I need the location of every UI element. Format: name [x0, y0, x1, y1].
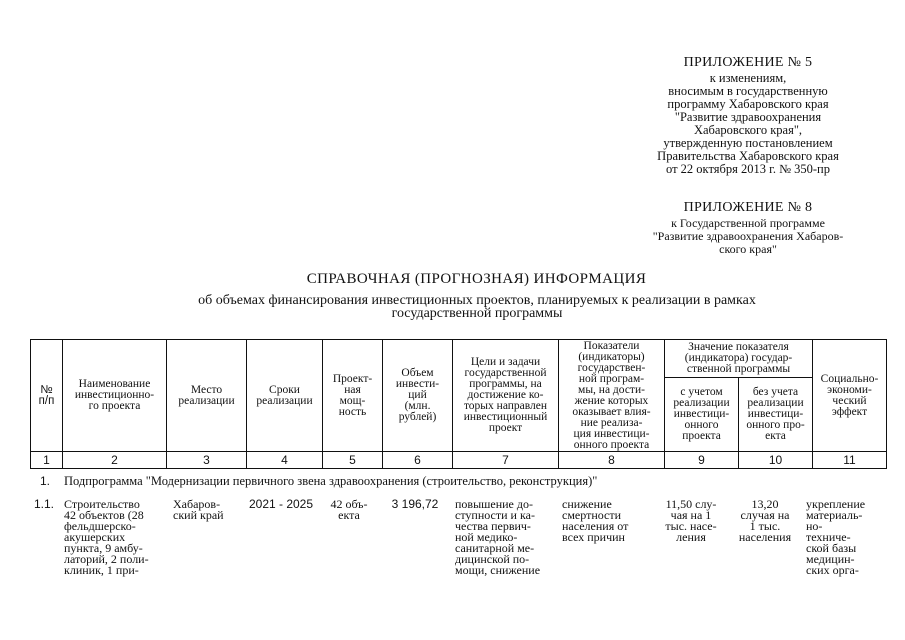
cell-line: пункта, 9 амбу- [64, 541, 143, 555]
column-number: 8 [559, 452, 665, 469]
column-number-row [31, 452, 887, 469]
cell-line: ной медико- [455, 530, 518, 544]
header-text: рублей) [398, 411, 437, 423]
cell-line: ских орга- [806, 563, 859, 577]
header-text: без учета [752, 386, 799, 398]
cell-line: ступности и ка- [455, 508, 535, 522]
cell-line: случая на [740, 508, 790, 522]
header-text: го проекта [88, 400, 141, 412]
appendix-5-line: Хабаровского края", [693, 123, 803, 137]
appendix-8-line: к Государственной программе [671, 216, 825, 230]
appendix-5-block [640, 56, 856, 176]
row-terms: 2021 - 2025 [248, 497, 314, 511]
column-number: 7 [453, 452, 559, 469]
cell-line: ления [676, 530, 706, 544]
header-place [167, 340, 247, 452]
header-text: реализации [673, 397, 730, 409]
row-socio-economic-effect [806, 499, 880, 576]
cell-line: материаль- [806, 508, 863, 522]
cell-line: Хабаров- [173, 497, 221, 511]
cell-line: екта [338, 508, 360, 522]
header-text: ной програм- [578, 372, 645, 385]
header-text: (индикаторы) [578, 350, 645, 363]
column-number: 6 [383, 452, 453, 469]
cell-line: Строительство [64, 497, 140, 511]
header-text: мы, на дости- [578, 383, 645, 396]
appendix-8-block [630, 201, 866, 256]
cell-line: санитарной ме- [455, 541, 535, 555]
appendix-5-line: от 22 октября 2013 г. № 350-пр [666, 162, 830, 176]
column-number: 2 [63, 452, 167, 469]
header-text: (индикатора) государ- [684, 352, 793, 364]
header-text: жение которых [574, 394, 649, 407]
appendix-8-heading: ПРИЛОЖЕНИЕ № 8 [683, 200, 813, 215]
appendix-5-line: утвержденную постановлением [663, 136, 833, 150]
cell-line: повышение до- [455, 497, 533, 511]
header-text: Сроки [269, 383, 300, 396]
header-text: проекта [682, 430, 721, 442]
column-number: 10 [739, 452, 813, 469]
header-text: Значение показателя [688, 341, 789, 353]
appendix-5-heading: ПРИЛОЖЕНИЕ № 5 [683, 55, 813, 70]
header-text: инвести- [395, 378, 440, 390]
header-text: п/п [38, 394, 55, 407]
header-text: с учетом [680, 386, 723, 398]
appendix-5-line: вносимым в государственную [668, 84, 828, 98]
header-text: инвестици- [747, 408, 804, 420]
header-text: эффект [831, 405, 868, 418]
cell-line: смертности [562, 508, 622, 522]
header-without-project [739, 378, 813, 452]
row-goals [455, 499, 559, 576]
row-place [173, 499, 245, 521]
row-project-name [64, 499, 164, 576]
header-text: мощ- [339, 394, 366, 407]
header-goals [453, 340, 559, 452]
row-number: 1.1. [34, 497, 55, 511]
cell-line: чая на 1 [670, 508, 712, 522]
appendix-5-line: "Развитие здравоохранения [674, 110, 822, 124]
header-text: инвестиционный [463, 411, 548, 423]
cell-line: ской базы [806, 541, 857, 555]
header-text: ная [344, 383, 361, 396]
appendix-5-line: к изменениям, [709, 71, 787, 85]
row-capacity [320, 499, 378, 521]
header-text: реализации [178, 394, 235, 407]
header-text: екта [765, 430, 786, 442]
subtitle-line: государственной программы [391, 306, 563, 321]
header-text: ственной программы [686, 363, 791, 375]
column-number: 3 [167, 452, 247, 469]
cell-line: всех причин [562, 530, 625, 544]
header-indicator-value-group [665, 340, 813, 378]
header-volume [383, 340, 453, 452]
cell-line: 11,50 слу- [665, 497, 717, 511]
header-text: экономи- [827, 383, 872, 396]
header-text: государственной [464, 367, 547, 379]
row-with-project [654, 499, 728, 543]
appendix-5-line: Правительства Хабаровского края [657, 149, 839, 163]
header-text: Место [190, 383, 223, 396]
cell-line: 42 объектов (28 [64, 508, 144, 522]
header-text: Показатели [583, 339, 640, 352]
document-subtitle [168, 294, 786, 320]
cell-line: акушерских [64, 530, 126, 544]
appendix-5-line: программу Хабаровского края [667, 97, 829, 111]
header-text: инвестици- [673, 408, 730, 420]
header-text: ность [338, 405, 367, 418]
header-with-project [665, 378, 739, 452]
cell-line: техниче- [806, 530, 851, 544]
row-volume: 3 196,72 [391, 497, 439, 511]
header-project-name [63, 340, 167, 452]
investment-projects-table [30, 339, 887, 469]
column-number: 1 [31, 452, 63, 469]
column-number: 4 [247, 452, 323, 469]
header-text: ция инвестици- [573, 427, 650, 440]
header-text: программы, на [469, 378, 542, 390]
header-capacity [323, 340, 383, 452]
cell-line: тыс. насе- [665, 519, 717, 533]
header-text: инвестиционно- [74, 389, 155, 401]
header-text: онного про- [746, 419, 805, 431]
cell-line: но- [806, 519, 823, 533]
header-socio-economic-effect [813, 340, 887, 452]
cell-line: 1 тыс. [749, 519, 781, 533]
subtitle-line: об объемах финансирования инвестиционных проектов, планируемых к реализации в рамках [198, 293, 756, 308]
header-terms [247, 340, 323, 452]
header-text: онного [684, 419, 719, 431]
cell-line: 42 объ- [330, 497, 368, 511]
header-text: реализации [747, 397, 804, 409]
column-number: 11 [813, 452, 887, 469]
cell-line: фельдшерско- [64, 519, 136, 533]
document-title: СПРАВОЧНАЯ (ПРОГНОЗНАЯ) ИНФОРМАЦИЯ [306, 271, 647, 287]
section-number: 1. [40, 474, 51, 488]
cell-line: ский край [173, 508, 224, 522]
appendix-8-line: ского края" [719, 242, 777, 256]
cell-line: медицин- [806, 552, 855, 566]
appendix-8-line: "Развитие здравоохранения Хабаров- [652, 229, 844, 243]
header-text: торых направлен [463, 400, 548, 412]
cell-line: снижение [562, 497, 612, 511]
header-text: проект [488, 422, 523, 434]
header-text: онного проекта [573, 438, 650, 451]
header-text: Объем [401, 367, 434, 379]
header-text: Наименование [78, 378, 151, 390]
cell-line: населения [738, 530, 792, 544]
header-text: Социально- [820, 372, 879, 385]
cell-line: укрепление [806, 497, 866, 511]
cell-line: дицинской по- [455, 552, 530, 566]
cell-line: населения от [562, 519, 629, 533]
column-number: 5 [323, 452, 383, 469]
header-text: ческий [832, 394, 867, 407]
header-num [31, 340, 63, 452]
header-text: Проект- [332, 372, 373, 385]
header-text: реализации [256, 394, 313, 407]
header-text: оказывает влия- [572, 405, 651, 418]
header-indicators [559, 340, 665, 452]
column-number: 9 [665, 452, 739, 469]
cell-line: мощи, снижение [455, 563, 541, 577]
cell-line: клиник, 1 при- [64, 563, 139, 577]
cell-line: латорий, 2 поли- [64, 552, 149, 566]
header-text: достижение ко- [467, 389, 544, 401]
header-text: № [40, 383, 53, 396]
row-indicator [562, 499, 662, 543]
section-title: Подпрограмма "Модернизации первичного звена здравоохранения (строительство, реконструкция)" [64, 474, 598, 488]
row-without-project [728, 499, 802, 543]
cell-line: 13,20 [751, 497, 779, 511]
cell-line: чества первич- [455, 519, 531, 533]
header-text: ций [408, 389, 427, 401]
header-text: ние реализа- [580, 416, 643, 429]
header-text: Цели и задачи [470, 356, 541, 368]
header-text: государствен- [577, 361, 646, 374]
header-text: (млн. [404, 400, 431, 412]
